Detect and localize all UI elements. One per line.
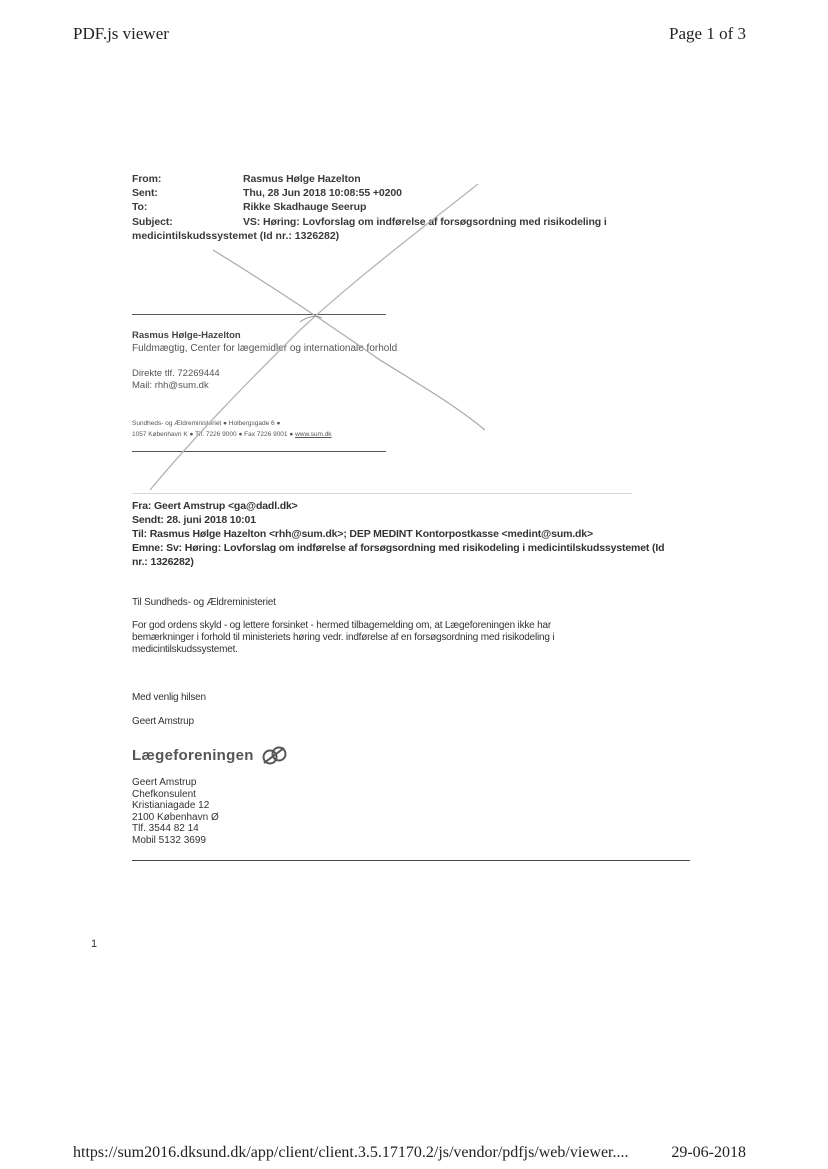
body-paragraph-line: medicintilskudssystemet. [132, 644, 238, 655]
page-number: 1 [91, 938, 98, 950]
signature-address-2-text: 1057 København K ● Tlf. 7226 9000 ● Fax 7226 9001 ● [132, 431, 296, 438]
contact-block [132, 777, 219, 847]
divider [132, 493, 632, 494]
divider [132, 314, 386, 315]
forwarded-subject: Emne: Sv: Høring: Lovforslag om indførelse af forsøgsordning med risikodeling i medicintilskudssystemet (Id [132, 542, 665, 554]
subject-value: VS: Høring: Lovforslag om indførelse af forsøgsordning med risikodeling i [243, 216, 607, 228]
signature-name: Rasmus Hølge-Hazelton [132, 330, 241, 341]
divider [132, 860, 690, 861]
page-indicator: Page 1 of 3 [669, 24, 746, 43]
signature-phone: Direkte tlf. 72269444 [132, 368, 220, 379]
body-paragraph-line: bemærkninger i forhold til ministeriets høring vedr. indførelse af en forsøgsordning med risikodeling i [132, 632, 555, 643]
signature-address-2 [132, 431, 332, 438]
print-date: 29-06-2018 [671, 1144, 746, 1161]
from-label: From: [132, 173, 162, 185]
forwarded-subject-continuation: nr.: 1326282) [132, 556, 194, 568]
contact-role: Chefkonsulent [132, 788, 196, 800]
contact-street: Kristianiagade 12 [132, 800, 210, 812]
contact-mobile: Mobil 5132 3699 [132, 834, 206, 846]
signature-website-link[interactable]: www.sum.dk [295, 431, 332, 438]
viewer-title: PDF.js viewer [73, 24, 169, 43]
contact-city: 2100 København Ø [132, 811, 219, 823]
subject-label: Subject: [132, 216, 173, 228]
from-value: Rasmus Hølge Hazelton [243, 173, 361, 185]
laegeforeningen-logo [132, 744, 290, 766]
signature-mail: Mail: rhh@sum.dk [132, 380, 209, 391]
viewer-url: https://sum2016.dksund.dk/app/client/client.3.5.17170.2/js/vendor/pdfjs/web/viewer.... [73, 1144, 629, 1161]
logo-text: Lægeforeningen [132, 746, 254, 764]
sent-value: Thu, 28 Jun 2018 10:08:55 +0200 [243, 187, 402, 199]
sent-label: Sent: [132, 187, 158, 199]
subject-continuation: medicintilskudssystemet (Id nr.: 1326282) [132, 230, 340, 242]
forwarded-from: Fra: Geert Amstrup <ga@dadl.dk> [132, 500, 298, 512]
signature-address-1: Sundheds- og Ældreministeriet ● Holbergsgade 6 ● [132, 420, 281, 427]
signature-title: Fuldmægtig, Center for lægemidler og internationale forhold [132, 343, 398, 354]
signer-name: Geert Amstrup [132, 716, 194, 727]
contact-name: Geert Amstrup [132, 777, 197, 788]
divider [132, 451, 386, 452]
forwarded-to: Til: Rasmus Hølge Hazelton <rhh@sum.dk>; DEP MEDINT Kontorpostkasse <medint@sum.dk> [132, 528, 593, 540]
laegeforeningen-emblem-icon [260, 744, 290, 766]
salutation: Til Sundheds- og Ældreministeriet [132, 597, 276, 608]
body-paragraph-line: For god ordens skyld - og lettere forsinket - hermed tilbagemelding om, at Lægeforeningen ikke har [132, 620, 551, 631]
to-value: Rikke Skadhauge Seerup [243, 201, 367, 213]
closing: Med venlig hilsen [132, 692, 206, 703]
to-label: To: [132, 201, 148, 213]
contact-phone: Tlf. 3544 82 14 [132, 823, 199, 835]
forwarded-sent: Sendt: 28. juni 2018 10:01 [132, 514, 256, 526]
